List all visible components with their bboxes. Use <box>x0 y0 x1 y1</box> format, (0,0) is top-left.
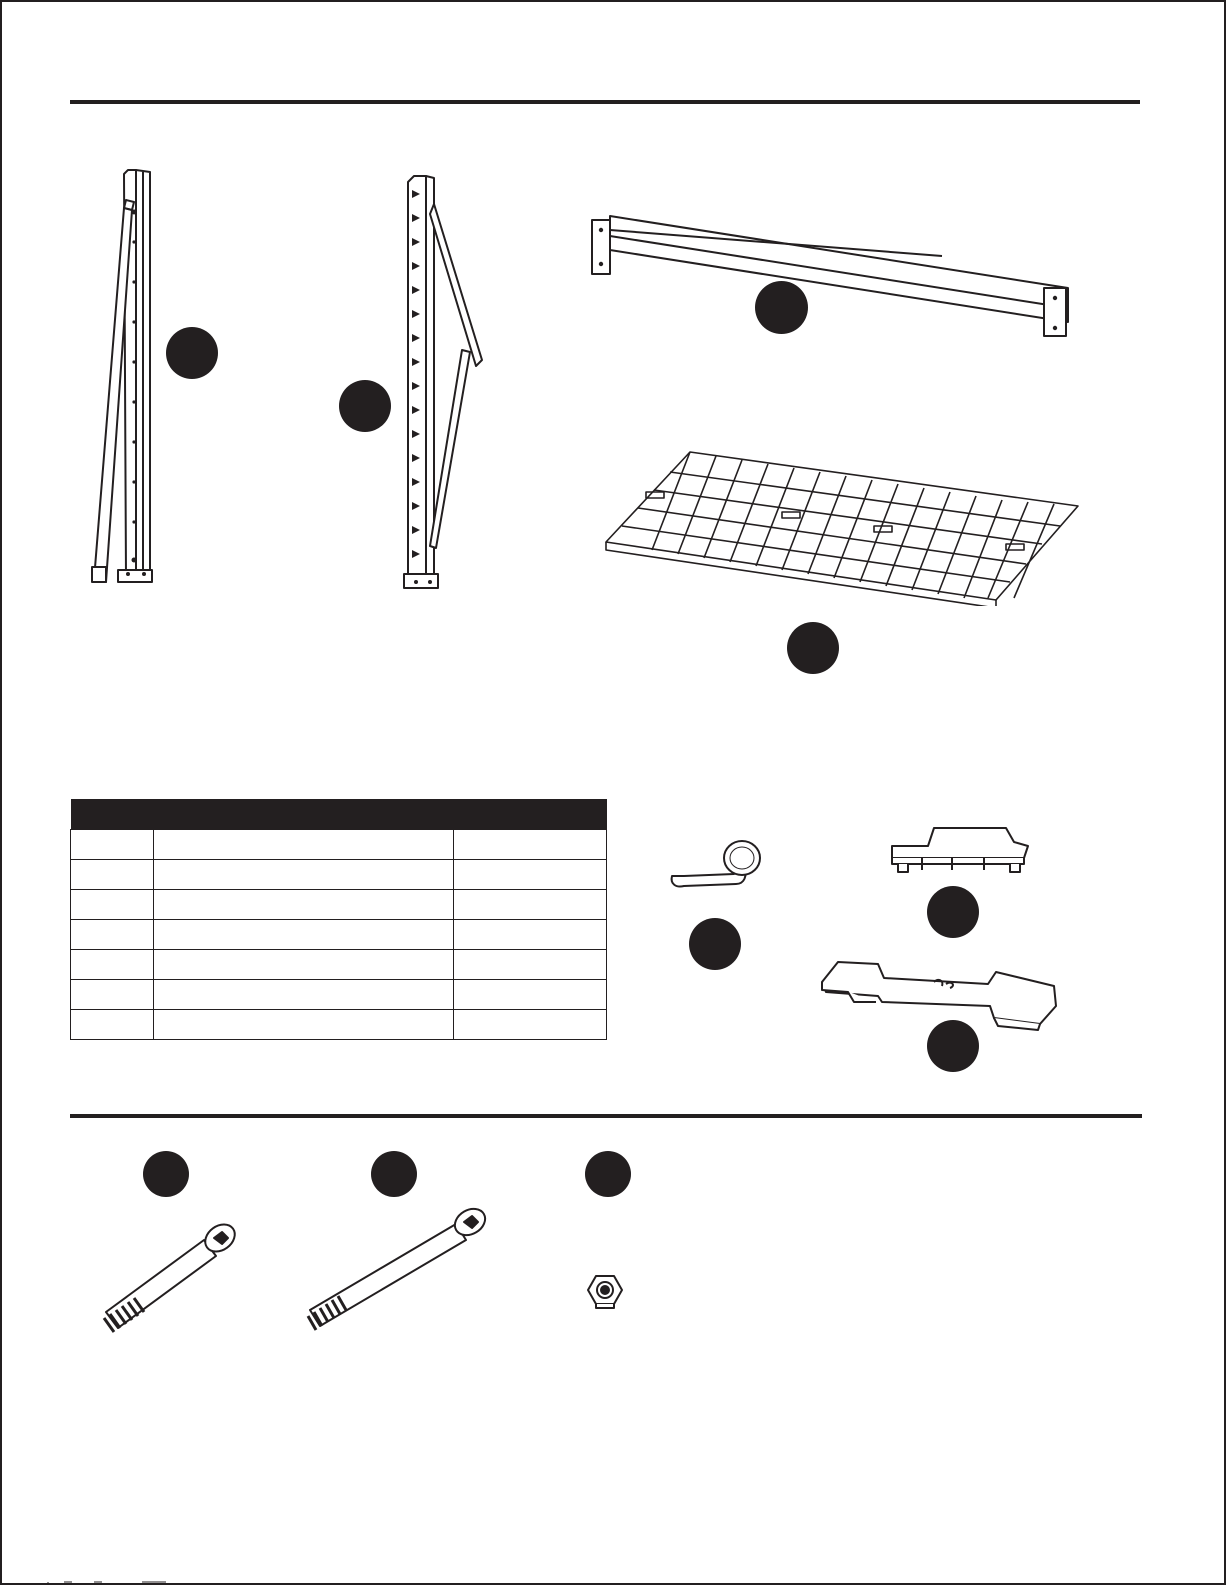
table-cell-quantity <box>454 950 607 980</box>
table-row <box>71 830 607 860</box>
table-cell-quantity <box>454 1010 607 1040</box>
table-row <box>71 980 607 1010</box>
table-cell-part <box>71 950 154 980</box>
long-bolt-icon <box>304 1202 490 1336</box>
table-row <box>71 950 607 980</box>
table-cell-part <box>71 920 154 950</box>
part-badge-foot-plate <box>927 1020 979 1072</box>
table-cell-quantity <box>454 980 607 1010</box>
table-cell-description <box>154 950 454 980</box>
part-badge-beam <box>755 281 808 334</box>
part-badge-lock-nut <box>585 1151 631 1197</box>
parts-table-header-row <box>71 799 607 830</box>
part-badge-bolt-long <box>371 1151 417 1197</box>
parts-table-header-description <box>154 799 454 830</box>
printer-marks <box>2 1580 202 1585</box>
foot-plate-icon <box>818 956 1066 1032</box>
table-cell-description <box>154 980 454 1010</box>
table-cell-description <box>154 830 454 860</box>
part-badge-wall-anchor <box>689 918 741 970</box>
parts-table-header-quantity <box>454 799 607 830</box>
beam-end-cap-icon <box>886 824 1036 880</box>
wire-shelf-deck-icon <box>602 446 1088 606</box>
table-row <box>71 860 607 890</box>
table-cell-description <box>154 1010 454 1040</box>
table-cell-quantity <box>454 830 607 860</box>
parts-list-table <box>70 799 607 1040</box>
table-cell-description <box>154 860 454 890</box>
table-row <box>71 890 607 920</box>
top-divider-rule <box>70 100 1140 104</box>
table-cell-part <box>71 1010 154 1040</box>
part-badge-end-cap <box>927 886 979 938</box>
table-cell-quantity <box>454 890 607 920</box>
part-badge-wire-deck <box>787 622 839 674</box>
table-cell-quantity <box>454 860 607 890</box>
short-bolt-icon <box>100 1220 240 1336</box>
upright-post-front-icon <box>88 162 162 587</box>
parts-table-header-part <box>71 799 154 830</box>
wall-anchor-hook-icon <box>666 836 766 896</box>
upright-post-side-icon <box>400 170 492 590</box>
horizontal-beam-icon <box>582 212 1077 340</box>
part-badge-bolt-short <box>143 1151 189 1197</box>
hardware-divider-rule <box>70 1114 1142 1118</box>
table-cell-description <box>154 890 454 920</box>
lock-nut-icon <box>586 1272 624 1310</box>
table-cell-part <box>71 980 154 1010</box>
table-row <box>71 920 607 950</box>
table-cell-description <box>154 920 454 950</box>
table-row <box>71 1010 607 1040</box>
part-badge-upright-side <box>339 380 391 432</box>
table-cell-part <box>71 890 154 920</box>
table-cell-part <box>71 830 154 860</box>
part-badge-upright-front <box>166 327 218 379</box>
table-cell-quantity <box>454 920 607 950</box>
table-cell-part <box>71 860 154 890</box>
